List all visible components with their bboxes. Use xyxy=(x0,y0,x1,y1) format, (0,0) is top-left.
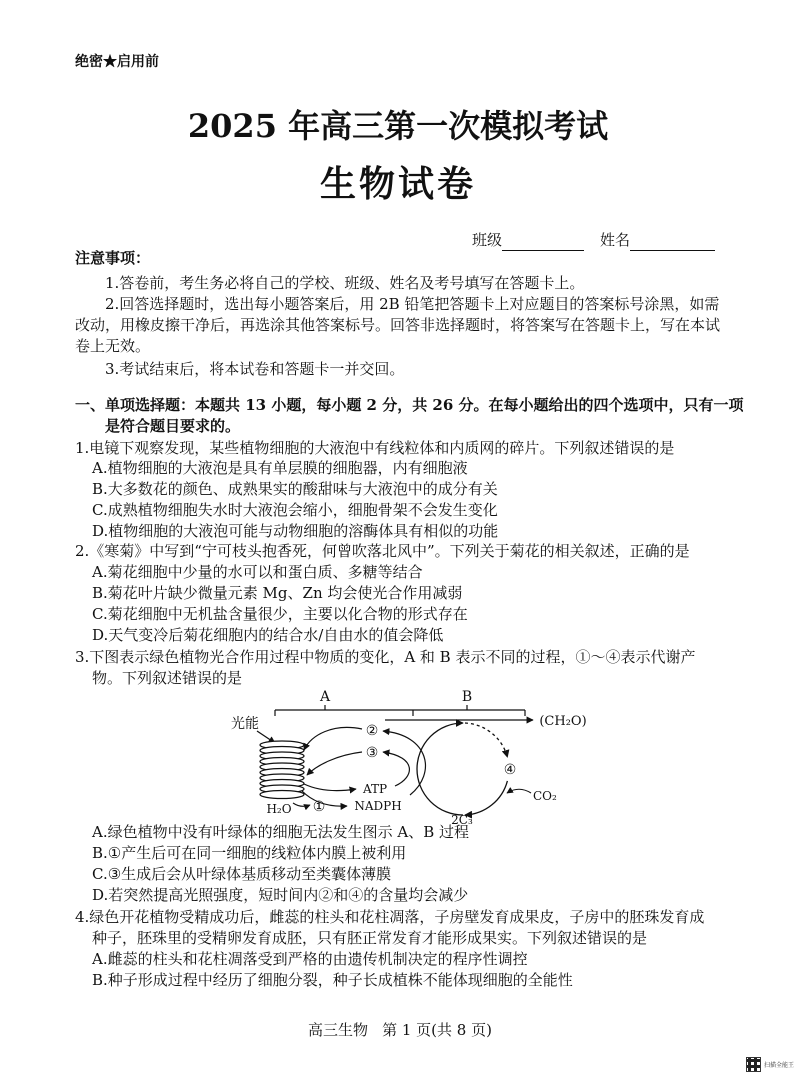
option-a: A.绿色植物中没有叶绿体的细胞无法发生图示 A、B 过程 xyxy=(92,823,469,841)
calvin-cycle-right-arc xyxy=(465,781,507,815)
arrow-return-to-3 xyxy=(383,752,409,786)
page-footer xyxy=(0,1020,800,1041)
product-3-label: ③ xyxy=(365,745,379,761)
footer-page-number: 第 1 页(共 8 页) xyxy=(382,1021,492,1039)
question-stem: 4.绿色开花植物受精成功后，雌蕊的柱头和花柱凋落，子房壁发育成果皮，子房中的胚珠发育成 xyxy=(75,908,705,926)
question-stem: 2.《寒菊》中写到“宁可枝头抱香死，何曾吹落北风中”。下列关于菊花的相关叙述，正确的是 xyxy=(75,542,690,560)
notice-item-continued: 改动，用橡皮擦干净后，再选涂其他答案标号。回答非选择题时，将答案写在答题卡上，写在本试 xyxy=(75,316,721,334)
water-label: H₂O xyxy=(266,802,292,816)
footer-subject: 高三生物 xyxy=(308,1021,369,1039)
product-4-label: ④ xyxy=(503,762,517,778)
arrow-to-atp xyxy=(304,784,356,791)
arrow-return-to-2 xyxy=(383,731,425,795)
co2-label: CO₂ xyxy=(533,789,557,803)
label-a: A xyxy=(319,689,331,705)
name-blank xyxy=(630,234,715,251)
thylakoid-stack xyxy=(260,741,304,799)
section-heading: 一、单项选择题：本题共 13 小题，每小题 2 分，共 26 分。在每小题给出的四个选项中，只有一项 xyxy=(75,396,744,414)
option-a: A.植物细胞的大液泡是具有单层膜的细胞器，内有细胞液 xyxy=(92,459,468,477)
notice-item: 3.考试结束后，将本试卷和答题卡一并交回。 xyxy=(105,360,405,378)
question-stem-continued: 种子，胚珠里的受精卵发育成胚，只有胚正常发育才能形成果实。下列叙述错误的是 xyxy=(92,929,648,947)
calvin-cycle-left-arc xyxy=(417,723,463,815)
exam-title: 2025 年高三第一次模拟考试 xyxy=(187,107,609,145)
photosynthesis-diagram xyxy=(215,685,615,827)
co2-arrow xyxy=(507,789,531,793)
arrow-3-to-thylakoid xyxy=(307,752,362,775)
notice-item: 2.回答选择题时，选出每小题答案后，用 2B 铅笔把答题卡上对应题目的答案标号涂黑，如需 xyxy=(105,295,720,313)
option-b: B.大多数花的颜色、成熟果实的酸甜味与大液泡中的成分有关 xyxy=(92,480,498,498)
option-b: B.①产生后可在同一细胞的线粒体内膜上被利用 xyxy=(92,844,407,862)
notice-heading: 注意事项： xyxy=(75,249,151,267)
product-2-label: ② xyxy=(365,723,379,739)
light-energy-label: 光能 xyxy=(231,716,259,732)
notice-item: 1.答卷前，考生务必将自己的学校、班级、姓名及考号填写在答题卡上。 xyxy=(105,274,585,292)
product-1-label: ① xyxy=(312,799,326,815)
name-label: 姓名 xyxy=(600,231,631,249)
c3-compound-label: 2C₃ xyxy=(451,813,473,827)
arrow-2-to-thylakoid xyxy=(304,727,362,750)
qr-code-icon xyxy=(746,1057,761,1072)
option-c: C.成熟植物细胞失水时大液泡会缩小，细胞骨架不会发生变化 xyxy=(92,501,498,519)
calvin-cycle-dashed-arc xyxy=(465,723,507,757)
student-info xyxy=(472,230,715,251)
option-d: D.植物细胞的大液泡可能与动物细胞的溶酶体具有相似的功能 xyxy=(92,522,499,540)
subject-title: 生物试卷 xyxy=(319,163,476,205)
confidential-label: 绝密★启用前 xyxy=(75,54,159,70)
option-b: B.菊花叶片缺少微量元素 Mg、Zn 均会使光合作用减弱 xyxy=(92,584,463,602)
option-c: C.③生成后会从叶绿体基质移动至类囊体薄膜 xyxy=(92,865,392,883)
nadph-label: NADPH xyxy=(354,799,402,813)
section-heading-continued: 是符合题目要求的。 xyxy=(105,417,241,435)
class-blank xyxy=(502,234,584,251)
option-b: B.种子形成过程中经历了细胞分裂，种子长成植株不能体现细胞的全能性 xyxy=(92,971,573,989)
question-stem-continued: 物。下列叙述错误的是 xyxy=(92,669,243,687)
option-a: A.雌蕊的柱头和花柱凋落受到严格的由遗传机制决定的程序性调控 xyxy=(92,950,528,968)
scanner-watermark xyxy=(746,1057,794,1072)
option-c: C.菊花细胞中无机盐含量很少，主要以化合物的形式存在 xyxy=(92,605,468,623)
label-b: B xyxy=(461,689,473,705)
atp-label: ATP xyxy=(362,782,388,796)
question-stem: 1.电镜下观察发现，某些植物细胞的大液泡中有线粒体和内质网的碎片。下列叙述错误的是 xyxy=(75,439,675,457)
option-d: D.若突然提高光照强度，短时间内②和④的含量均会减少 xyxy=(92,886,469,904)
watermark-text: 扫描全能王 xyxy=(763,1062,794,1069)
question-stem: 3.下图表示绿色植物光合作用过程中物质的变化，A 和 B 表示不同的过程，①～④表示代谢产 xyxy=(75,648,696,666)
carbohydrate-label: (CH₂O) xyxy=(539,714,587,729)
class-label: 班级 xyxy=(472,231,503,249)
notice-item-continued: 卷上无效。 xyxy=(75,337,151,355)
option-d: D.天气变冷后菊花细胞内的结合水/自由水的值会降低 xyxy=(92,626,444,644)
thylakoid-disc xyxy=(260,791,304,799)
option-a: A.菊花细胞中少量的水可以和蛋白质、多糖等结合 xyxy=(92,563,423,581)
water-to-1-arrow xyxy=(293,803,310,806)
process-bracket xyxy=(275,705,525,716)
